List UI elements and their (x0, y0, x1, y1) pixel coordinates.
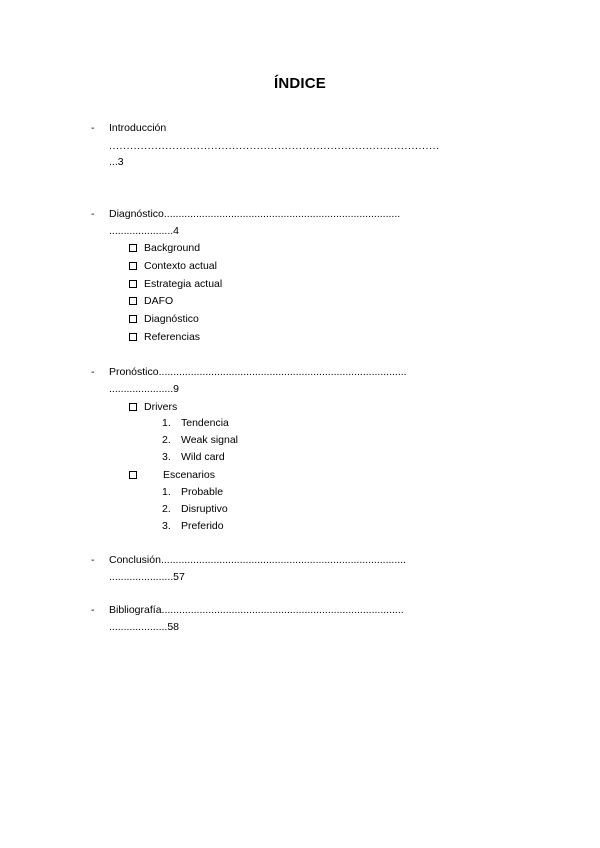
checkbox-icon (129, 403, 137, 411)
numbered-item (162, 520, 224, 532)
item-number: 2. (162, 503, 171, 515)
toc-entry-pronostico (109, 366, 407, 378)
page-number-diagnostico: ......................4 (109, 225, 180, 237)
numbered-item (162, 451, 225, 463)
page-number-bibliografia: ....................58 (109, 621, 180, 633)
checkbox-item (129, 278, 222, 290)
checkbox-item (129, 401, 177, 413)
item-number: 3. (162, 451, 171, 463)
checkbox-icon (129, 280, 137, 288)
checkbox-item-label: Estrategia actual (144, 278, 223, 290)
toc-entry-label: Bibliografía (109, 604, 162, 616)
bullet-dash: - (91, 122, 95, 134)
checkbox-item-label: Escenarios (163, 469, 215, 481)
checkbox-item (129, 242, 200, 254)
leader-dots: .............................................................................................. (109, 140, 440, 152)
checkbox-item (129, 469, 215, 481)
checkbox-item-label: Referencias (144, 331, 201, 343)
leader-dots: .................................................................................... (160, 554, 407, 566)
numbered-item-label: Disruptivo (181, 503, 228, 515)
leader-dots: ..................................................................................... (158, 366, 407, 378)
page-number-pronostico: ......................9 (109, 383, 180, 395)
toc-entry-bibliografia (109, 604, 404, 616)
page-number-conclusion: ......................57 (109, 571, 185, 583)
checkbox-item (129, 313, 199, 325)
toc-entry-label: Conclusión (109, 554, 161, 566)
checkbox-icon (129, 262, 137, 270)
toc-entry-label: Pronóstico (109, 366, 159, 378)
numbered-item-label: Wild card (181, 451, 225, 463)
checkbox-icon (129, 471, 137, 479)
page-title: ÍNDICE (273, 75, 327, 92)
toc-entry-label: Diagnóstico (109, 208, 164, 220)
checkbox-item-label: Drivers (144, 401, 178, 413)
bullet-dash: - (91, 604, 95, 616)
checkbox-icon (129, 333, 137, 341)
checkbox-item-label: DAFO (144, 295, 174, 307)
numbered-item (162, 486, 223, 498)
checkbox-item (129, 295, 173, 307)
checkbox-item-label: Contexto actual (144, 260, 217, 272)
checkbox-item (129, 331, 200, 343)
checkbox-icon (129, 297, 137, 305)
toc-entry-conclusion (109, 554, 406, 566)
checkbox-icon (129, 244, 137, 252)
numbered-item (162, 503, 228, 515)
bullet-dash: - (91, 208, 95, 220)
bullet-dash: - (91, 554, 95, 566)
checkbox-item-label: Diagnóstico (144, 313, 199, 325)
leader-dots: ................................................................................... (161, 604, 404, 616)
checkbox-icon (129, 315, 137, 323)
numbered-item-label: Probable (181, 486, 224, 498)
checkbox-item-label: Background (144, 242, 201, 254)
toc-entry-diagnostico (109, 208, 400, 220)
numbered-item-label: Tendencia (181, 417, 229, 429)
numbered-item-label: Weak signal (181, 434, 239, 446)
item-number: 3. (162, 520, 171, 532)
item-number: 1. (162, 417, 171, 429)
checkbox-item (129, 260, 217, 272)
item-number: 1. (162, 486, 171, 498)
numbered-item (162, 417, 229, 429)
numbered-item (162, 434, 238, 446)
toc-entry-introduccion: Introducción (109, 122, 167, 134)
page-number-introduccion: ...3 (109, 156, 124, 168)
leader-dots: ................................................................................. (163, 208, 401, 220)
bullet-dash: - (91, 366, 95, 378)
item-number: 2. (162, 434, 171, 446)
numbered-item-label: Preferido (181, 520, 224, 532)
